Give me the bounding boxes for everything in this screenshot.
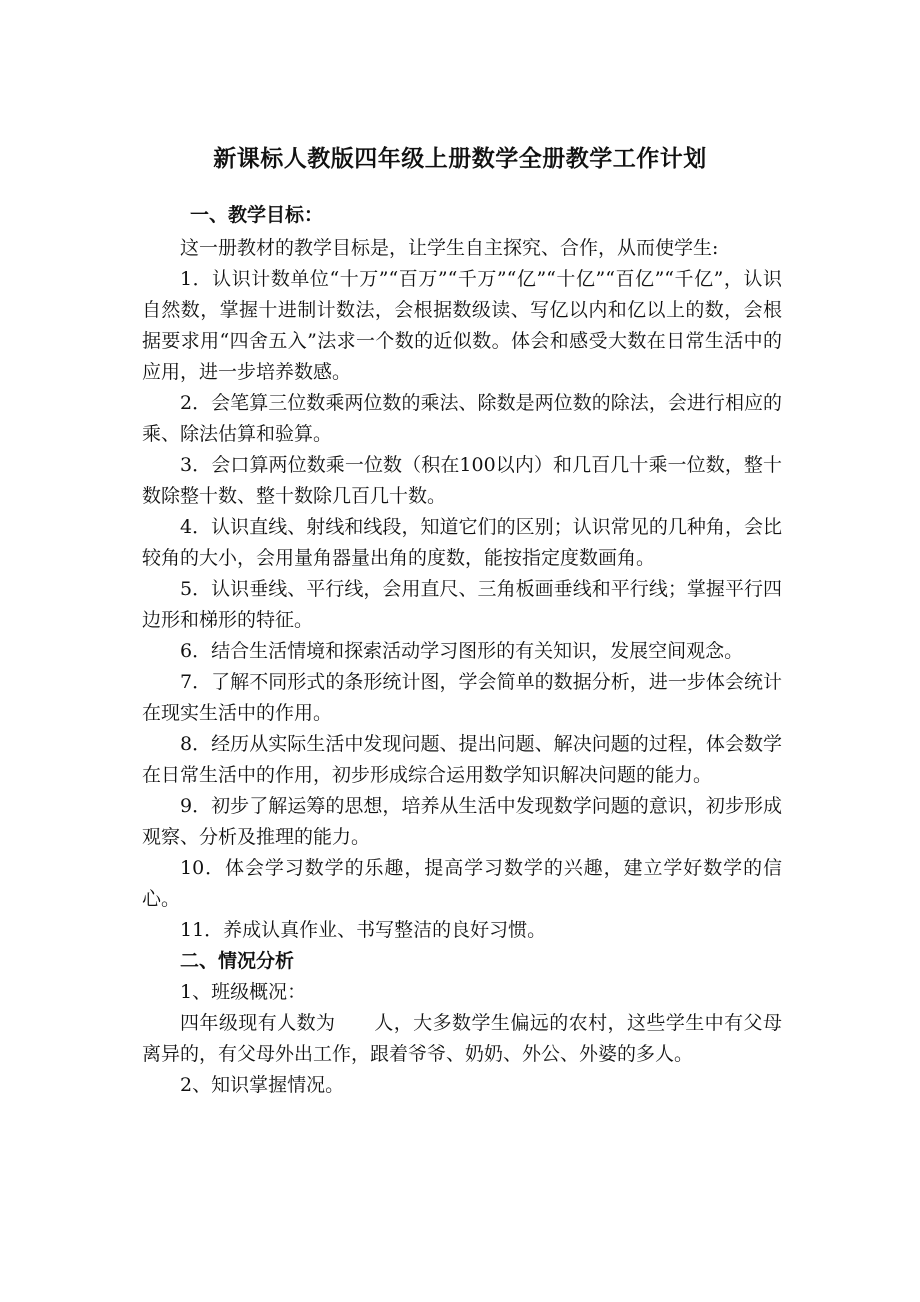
goal-item-6: 6．结合生活情境和探索活动学习图形的有关知识，发展空间观念。	[180, 640, 744, 662]
class-overview-text: 四年级现有人数为 人，大多数学生偏远的农村，这些学生中有父母离异的，有父母外出工作，跟着爷爷、奶奶、外公、外婆的多人。	[142, 1012, 782, 1065]
goal-item-9: 9．初步了解运筹的思想，培养从生活中发现数学问题的意识，初步形成观察、分析及推理的能力。	[142, 795, 782, 848]
goal-item-8: 8．经历从实际生活中发现问题、提出问题、解决问题的过程，体会数学在日常生活中的作用，初步形成综合运用数学知识解决问题的能力。	[142, 733, 782, 786]
goal-item-10: 10．体会学习数学的乐趣，提高学习数学的兴趣，建立学好数学的信心。	[142, 857, 782, 910]
goal-item-7: 7．了解不同形式的条形统计图，学会简单的数据分析，进一步体会统计在现实生活中的作用。	[142, 671, 782, 724]
goal-item-2: 2．会笔算三位数乘两位数的乘法、除数是两位数的除法，会进行相应的乘、除法估算和验算。	[142, 392, 782, 445]
knowledge-status-heading: 2、知识掌握情况。	[180, 1074, 345, 1096]
goal-item-4: 4．认识直线、射线和线段，知道它们的区别；认识常见的几种角，会比较角的大小，会用量角器量出角的度数，能按指定度数画角。	[142, 516, 782, 569]
goals-intro: 这一册教材的教学目标是，让学生自主探究、合作，从而使学生:	[180, 237, 719, 259]
document-title: 新课标人教版四年级上册数学全册教学工作计划	[213, 146, 707, 172]
goal-item-1: 1．认识计数单位“十万”“百万”“千万”“亿”“十亿”“百亿”“千亿”，认识自然数，掌握十进制计数法，会根据数级读、写亿以内和亿以上的数，会根据要求用“四舍五入”法求一个数的近似数。体会和感受大数在日常生活中的应用，进一步培养数感。	[142, 268, 782, 383]
section-heading-situation-analysis: 二、情况分析	[180, 950, 295, 972]
goal-item-3: 3．会口算两位数乘一位数（积在100以内）和几百几十乘一位数，整十数除整十数、整十数除几百几十数。	[142, 454, 782, 507]
section-heading-teaching-goals: 一、教学目标：	[190, 204, 324, 226]
document-body	[142, 200, 782, 1101]
goal-item-11: 11．养成认真作业、书写整洁的良好习惯。	[180, 919, 547, 941]
goal-item-5: 5．认识垂线、平行线，会用直尺、三角板画垂线和平行线；掌握平行四边形和梯形的特征。	[142, 578, 782, 631]
class-overview-heading: 1、班级概况：	[180, 981, 307, 1003]
